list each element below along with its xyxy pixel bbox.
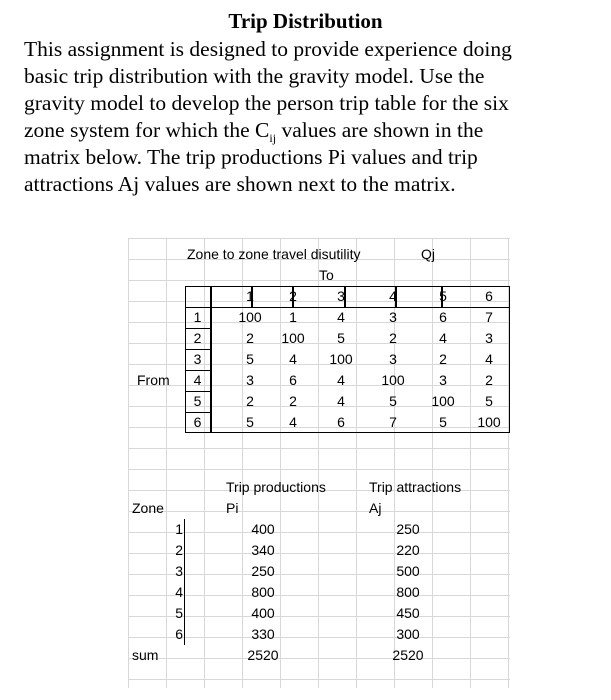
matrix-value: 100 bbox=[329, 351, 353, 367]
matrix-row-header: 4 bbox=[193, 372, 202, 388]
pi-sum: 2520 bbox=[247, 647, 279, 663]
zone-number: 1 bbox=[175, 521, 183, 537]
matrix-value: 4 bbox=[337, 393, 345, 409]
matrix-column-header: 3 bbox=[337, 288, 345, 304]
aj-value: 300 bbox=[396, 626, 420, 642]
matrix-value: 4 bbox=[337, 372, 345, 388]
matrix-value: 7 bbox=[389, 414, 397, 430]
matrix-column-header: 6 bbox=[485, 288, 493, 304]
aj-value: 500 bbox=[396, 563, 420, 579]
matrix-column-divider bbox=[210, 286, 212, 433]
from-label: From bbox=[137, 372, 170, 388]
paragraph-line-4-pre: zone system for which the C bbox=[24, 118, 270, 142]
matrix-value: 100 bbox=[477, 414, 501, 430]
trip-productions-label: Trip productions bbox=[226, 479, 326, 495]
pi-value: 340 bbox=[251, 542, 275, 558]
matrix-column-header: 2 bbox=[289, 288, 297, 304]
matrix-column-header: 5 bbox=[439, 288, 447, 304]
matrix-value: 2 bbox=[289, 393, 297, 409]
matrix-value: 5 bbox=[337, 330, 345, 346]
matrix-value: 3 bbox=[246, 372, 254, 388]
zone-label: Zone bbox=[132, 500, 164, 516]
matrix-value: 5 bbox=[485, 393, 493, 409]
matrix-row-header: 3 bbox=[193, 351, 202, 367]
matrix-value: 6 bbox=[289, 372, 297, 388]
aj-value: 250 bbox=[396, 521, 420, 537]
matrix-value: 3 bbox=[389, 309, 397, 325]
pi-value: 250 bbox=[251, 563, 275, 579]
matrix-value: 5 bbox=[439, 414, 447, 430]
matrix-row-header: 2 bbox=[193, 330, 202, 346]
matrix-value: 4 bbox=[337, 309, 345, 325]
matrix-value: 6 bbox=[439, 309, 447, 325]
zone-number: 6 bbox=[175, 626, 183, 642]
trip-attractions-label: Trip attractions bbox=[369, 479, 462, 495]
matrix-value: 1 bbox=[289, 309, 297, 325]
matrix-value: 2 bbox=[485, 372, 493, 388]
cij-subscript: ij bbox=[269, 131, 277, 145]
zone-number: 4 bbox=[175, 584, 183, 600]
matrix-row-header: 1 bbox=[193, 309, 202, 325]
qj-label: Qj bbox=[421, 246, 435, 262]
aj-value: 800 bbox=[396, 584, 420, 600]
assignment-paragraph bbox=[24, 36, 609, 198]
matrix-value: 2 bbox=[246, 393, 254, 409]
matrix-value: 2 bbox=[246, 330, 254, 346]
matrix-value: 3 bbox=[439, 372, 447, 388]
zone-number: 5 bbox=[175, 605, 183, 621]
aj-sum: 2520 bbox=[392, 647, 424, 663]
matrix-value: 4 bbox=[485, 351, 493, 367]
matrix-value: 4 bbox=[289, 414, 297, 430]
matrix-row-header: 6 bbox=[193, 414, 202, 430]
pi-label: Pi bbox=[226, 500, 239, 516]
matrix-row-header: 5 bbox=[193, 393, 202, 409]
aj-value: 450 bbox=[396, 605, 420, 621]
paragraph-line-4-post: values are shown in the bbox=[276, 118, 484, 142]
matrix-title: Zone to zone travel disutility bbox=[187, 246, 361, 262]
matrix-column-header: 4 bbox=[389, 288, 397, 304]
aj-label: Aj bbox=[369, 500, 382, 516]
matrix-value: 100 bbox=[381, 372, 405, 388]
zone-number: 3 bbox=[175, 563, 183, 579]
pi-value: 330 bbox=[251, 626, 275, 642]
matrix-column-header: 1 bbox=[246, 288, 254, 304]
matrix-value: 2 bbox=[389, 330, 397, 346]
to-label: To bbox=[319, 267, 334, 283]
paragraph-line-4 bbox=[24, 117, 609, 144]
pi-value: 400 bbox=[251, 521, 275, 537]
paragraph-line-5: matrix below. The trip productions Pi values and trip bbox=[24, 145, 478, 169]
zone-number: 2 bbox=[175, 542, 183, 558]
matrix-value: 6 bbox=[337, 414, 345, 430]
sum-label: sum bbox=[132, 647, 159, 663]
paragraph-line-2: basic trip distribution with the gravity model. Use the bbox=[24, 64, 485, 88]
document-title: Trip Distribution bbox=[228, 9, 383, 33]
matrix-value: 100 bbox=[238, 309, 262, 325]
paragraph-line-6: attractions Aj values are shown next to the matrix. bbox=[24, 172, 456, 196]
paragraph-line-3: gravity model to develop the person trip table for the six bbox=[24, 91, 509, 115]
pi-value: 800 bbox=[251, 584, 275, 600]
matrix-value: 100 bbox=[431, 393, 455, 409]
pi-value: 400 bbox=[251, 605, 275, 621]
matrix-value: 5 bbox=[246, 414, 254, 430]
matrix-value: 5 bbox=[389, 393, 397, 409]
zone-column-border bbox=[184, 519, 185, 645]
spreadsheet bbox=[128, 238, 510, 688]
aj-value: 220 bbox=[396, 542, 420, 558]
matrix-value: 100 bbox=[281, 330, 305, 346]
matrix-value: 4 bbox=[289, 351, 297, 367]
matrix-value: 4 bbox=[439, 330, 447, 346]
paragraph-line-1: This assignment is designed to provide experience doing bbox=[24, 37, 512, 61]
matrix-value: 3 bbox=[389, 351, 397, 367]
matrix-value: 3 bbox=[485, 330, 493, 346]
matrix-value: 5 bbox=[246, 351, 254, 367]
matrix-value: 7 bbox=[485, 309, 493, 325]
matrix-value: 2 bbox=[439, 351, 447, 367]
